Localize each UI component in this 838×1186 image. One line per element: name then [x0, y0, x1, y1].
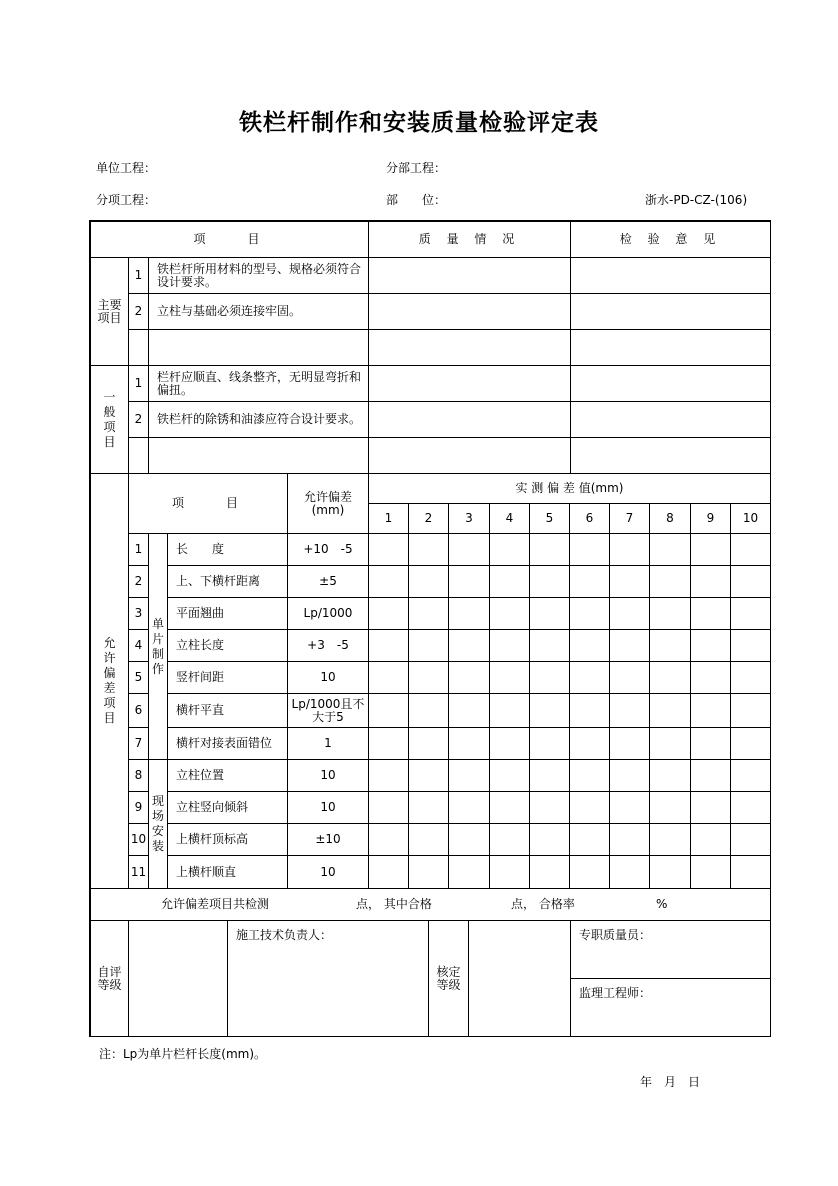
measured-value-cell[interactable]: [609, 791, 650, 824]
general-item-text: [148, 401, 369, 438]
group-site-install: [148, 759, 168, 889]
self-grade-label: [90, 920, 129, 1037]
deviation-row-tolerance-text: +3 -5: [307, 638, 349, 652]
header-opinion: [570, 221, 771, 258]
measured-value-cell[interactable]: [609, 533, 650, 566]
measured-value-cell[interactable]: [368, 533, 409, 566]
self-grade-value[interactable]: [128, 920, 228, 1037]
deviation-row-tolerance: [287, 855, 369, 889]
measured-value-cell[interactable]: [690, 661, 731, 694]
deviation-row-name: [167, 565, 288, 598]
deviation-row-tolerance: [287, 791, 369, 824]
measured-value-cell[interactable]: [730, 533, 771, 566]
deviation-row-tolerance: [287, 661, 369, 694]
measured-value-cell[interactable]: [368, 565, 409, 598]
deviation-row-name: [167, 533, 288, 566]
measured-value-cell[interactable]: [690, 597, 731, 630]
deviation-row-number: [128, 565, 149, 598]
measured-value-cell[interactable]: [408, 759, 449, 792]
main-item-number: [128, 329, 149, 366]
general-item-text-text: 栏杆应顺直、线条整齐，无明显弯折和偏扭。: [157, 369, 362, 397]
deviation-row-number: [128, 823, 149, 856]
general-item-quality-cell[interactable]: [368, 437, 571, 474]
measured-value-cell[interactable]: [489, 759, 530, 792]
general-item-text: [148, 365, 369, 402]
deviation-row-number-text: 4: [134, 638, 143, 652]
measured-column-4-text: 4: [505, 511, 514, 525]
deviation-row-tolerance-text: +10 -5: [303, 542, 353, 556]
general-item-text-text: 铁栏杆的除锈和油漆应符合设计要求。: [157, 412, 362, 426]
measured-value-cell[interactable]: [489, 855, 530, 889]
main-item-opinion-cell[interactable]: [570, 329, 771, 366]
deviation-row-tolerance: [287, 823, 369, 856]
measured-value-cell[interactable]: [609, 565, 650, 598]
measured-value-cell[interactable]: [690, 759, 731, 792]
general-item-number: [128, 365, 149, 402]
deviation-row-name-text: 横杆对接表面错位: [176, 736, 273, 750]
measured-column-2-text: 2: [424, 511, 433, 525]
measured-header: [368, 473, 771, 504]
deviation-row-name-text: 立柱位置: [176, 768, 225, 782]
deviation-row-number-text: 10: [130, 832, 147, 846]
measured-value-cell[interactable]: [368, 823, 409, 856]
deviation-row-number: [128, 661, 149, 694]
measured-value-cell[interactable]: [489, 597, 530, 630]
deviation-row-tolerance-text: Lp/1000: [303, 606, 353, 620]
header-quality: [368, 221, 571, 258]
deviation-row-tolerance-text: 1: [324, 736, 332, 750]
measured-column-3-text: 3: [465, 511, 473, 525]
deviation-row-number-text: 11: [130, 864, 147, 879]
measured-value-cell[interactable]: [368, 661, 409, 694]
measured-value-cell[interactable]: [730, 855, 771, 889]
self-grade-label-text: 自评等级: [97, 964, 122, 992]
deviation-row-tolerance-text: 10: [320, 864, 336, 879]
deviation-row-number: [128, 629, 149, 662]
measured-value-cell[interactable]: [448, 791, 490, 824]
summary-row: [90, 888, 771, 921]
footnote: 注：Lp为单片栏杆长度(mm)。: [99, 1047, 267, 1061]
verified-grade-label-text: 核定等级: [436, 964, 461, 992]
measured-value-cell[interactable]: [730, 661, 771, 694]
measured-value-cell[interactable]: [569, 661, 610, 694]
measured-value-cell[interactable]: [529, 597, 570, 630]
deviation-row-tolerance: [287, 693, 369, 728]
deviation-row-tolerance: [287, 759, 369, 792]
deviation-row-name-text: 上横杆顶标高: [176, 832, 249, 846]
measured-value-cell[interactable]: [529, 791, 570, 824]
group-prefab-text: 单片制作: [151, 616, 164, 676]
deviation-row-name-text: 立柱竖向倾斜: [176, 800, 249, 814]
measured-value-cell[interactable]: [448, 661, 490, 694]
measured-value-cell[interactable]: [690, 533, 731, 566]
main-group-label-text: 主要项目: [97, 297, 122, 325]
deviation-tolerance-header-text: 允许偏差(mm): [303, 489, 352, 517]
measured-value-cell[interactable]: [529, 759, 570, 792]
deviation-row-number-text: 7: [134, 736, 143, 750]
general-item-quality-cell[interactable]: [368, 365, 571, 402]
measured-value-cell[interactable]: [609, 693, 650, 728]
summary-part1: 允许偏差项目共检测: [161, 897, 270, 911]
measured-value-cell[interactable]: [609, 855, 650, 889]
measured-value-cell[interactable]: [569, 759, 610, 792]
deviation-row-number-text: 2: [134, 574, 143, 588]
measured-value-cell[interactable]: [529, 661, 570, 694]
measured-value-cell[interactable]: [730, 565, 771, 598]
measured-value-cell[interactable]: [489, 629, 530, 662]
summary-part3: 点， 合格率: [511, 897, 575, 911]
deviation-row-tolerance: [287, 533, 369, 566]
supervisor-signature-text: 监理工程师：: [579, 986, 652, 1000]
measured-value-cell[interactable]: [569, 597, 610, 630]
general-item-quality-cell[interactable]: [368, 401, 571, 438]
general-item-opinion-cell[interactable]: [570, 401, 771, 438]
measured-value-cell[interactable]: [690, 791, 731, 824]
form-title: 铁栏杆制作和安装质量检验评定表: [239, 110, 599, 136]
summary-part2: 点， 其中合格: [356, 897, 432, 911]
measured-value-cell[interactable]: [489, 823, 530, 856]
measured-value-cell[interactable]: [448, 629, 490, 662]
deviation-row-tolerance: [287, 629, 369, 662]
measured-value-cell[interactable]: [569, 533, 610, 566]
quality-officer-signature[interactable]: [570, 920, 771, 979]
general-item-number: [128, 401, 149, 438]
main-item-quality-cell[interactable]: [368, 293, 571, 330]
quality-officer-signature-text: 专职质量员：: [579, 928, 652, 942]
deviation-row-number-text: 5: [134, 670, 143, 684]
main-item-text-text: 立柱与基础必须连接牢固。: [157, 304, 302, 318]
measured-value-cell[interactable]: [690, 855, 731, 889]
group-site-install-text: 现场安装: [151, 794, 164, 853]
measured-value-cell[interactable]: [690, 629, 731, 662]
date-line: 年 月 日: [640, 1075, 701, 1089]
main-group-label: [90, 257, 129, 366]
deviation-row-tolerance-text: 10: [320, 768, 336, 782]
deviation-row-number-text: 3: [134, 606, 143, 620]
measured-column-9-text: 9: [706, 511, 715, 525]
measured-value-cell[interactable]: [529, 855, 570, 889]
measured-value-cell[interactable]: [569, 823, 610, 856]
deviation-item-header: [128, 473, 288, 534]
measured-value-cell[interactable]: [448, 693, 490, 728]
measured-value-cell[interactable]: [408, 661, 449, 694]
measured-value-cell[interactable]: [368, 855, 409, 889]
general-group-label-text: 一般项目: [103, 389, 116, 449]
main-item-text: [148, 257, 369, 294]
deviation-row-name-text: 立柱长度: [176, 638, 225, 652]
division-project-label: 分部工程：: [386, 161, 447, 175]
deviation-row-tolerance-text: ±5: [319, 574, 337, 588]
form-code: 浙水-PD-CZ-(106): [645, 193, 748, 207]
measured-value-cell[interactable]: [368, 693, 409, 728]
measured-value-cell[interactable]: [408, 693, 449, 728]
main-item-quality-cell[interactable]: [368, 257, 571, 294]
measured-column-7: [609, 503, 650, 534]
measured-value-cell[interactable]: [690, 693, 731, 728]
measured-value-cell[interactable]: [489, 661, 530, 694]
main-item-text: [148, 293, 369, 330]
measured-value-cell[interactable]: [529, 727, 570, 760]
measured-value-cell[interactable]: [609, 661, 650, 694]
deviation-row-number-text: 8: [134, 768, 143, 782]
measured-value-cell[interactable]: [569, 855, 610, 889]
measured-header-text: 实 测 偏 差 值(mm): [515, 481, 624, 495]
measured-value-cell[interactable]: [690, 727, 731, 760]
measured-value-cell[interactable]: [609, 727, 650, 760]
main-item-number-text: 2: [134, 304, 143, 318]
general-item-number: [128, 437, 149, 474]
measured-value-cell[interactable]: [489, 693, 530, 728]
header-item-text: 项 目: [193, 232, 266, 246]
main-item-text: [148, 329, 369, 366]
measured-value-cell[interactable]: [408, 791, 449, 824]
measured-value-cell[interactable]: [569, 693, 610, 728]
measured-column-3: [448, 503, 490, 534]
deviation-row-name-text: 长 度: [176, 542, 225, 556]
main-item-opinion-cell[interactable]: [570, 257, 771, 294]
measured-value-cell[interactable]: [649, 533, 691, 566]
measured-value-cell[interactable]: [408, 533, 449, 566]
measured-value-cell[interactable]: [649, 759, 691, 792]
deviation-row-number: [128, 693, 149, 728]
deviation-item-header-text: 项 目: [171, 496, 244, 510]
deviation-row-number-text: 1: [134, 542, 143, 556]
measured-value-cell[interactable]: [690, 565, 731, 598]
deviation-row-number: [128, 855, 149, 889]
measured-value-cell[interactable]: [489, 565, 530, 598]
measured-value-cell[interactable]: [408, 855, 449, 889]
measured-column-4: [489, 503, 530, 534]
measured-value-cell[interactable]: [448, 533, 490, 566]
deviation-row-name: [167, 693, 288, 728]
general-item-number-text: 2: [134, 412, 143, 426]
measured-value-cell[interactable]: [569, 727, 610, 760]
measured-value-cell[interactable]: [649, 597, 691, 630]
deviation-group-label: [90, 473, 129, 889]
measured-value-cell[interactable]: [569, 565, 610, 598]
deviation-row-tolerance-text: 10: [320, 800, 336, 814]
main-item-number-text: 1: [134, 268, 143, 282]
main-item-number: [128, 293, 149, 330]
deviation-row-number-text: 6: [134, 703, 143, 717]
measured-value-cell[interactable]: [569, 791, 610, 824]
measured-value-cell[interactable]: [368, 727, 409, 760]
measured-value-cell[interactable]: [448, 823, 490, 856]
measured-column-6-text: 6: [585, 511, 594, 525]
measured-value-cell[interactable]: [649, 565, 691, 598]
measured-column-10-text: 10: [742, 511, 759, 525]
measured-column-6: [569, 503, 610, 534]
deviation-row-number: [128, 727, 149, 760]
deviation-row-name-text: 平面翘曲: [176, 606, 225, 620]
deviation-row-tolerance-text: 10: [320, 670, 336, 684]
measured-column-9: [690, 503, 731, 534]
measured-value-cell[interactable]: [448, 597, 490, 630]
tech-lead-signature-text: 施工技术负责人：: [236, 928, 333, 942]
measured-value-cell[interactable]: [448, 855, 490, 889]
measured-column-8-text: 8: [666, 511, 674, 525]
measured-value-cell[interactable]: [569, 629, 610, 662]
general-item-opinion-cell[interactable]: [570, 437, 771, 474]
deviation-row-number: [128, 597, 149, 630]
measured-value-cell[interactable]: [529, 533, 570, 566]
general-item-number-text: 1: [134, 376, 143, 390]
summary-part4: %: [656, 897, 668, 911]
measured-value-cell[interactable]: [649, 791, 691, 824]
measured-column-5-text: 5: [545, 511, 554, 525]
measured-value-cell[interactable]: [529, 629, 570, 662]
measured-column-1: [368, 503, 409, 534]
measured-value-cell[interactable]: [408, 823, 449, 856]
deviation-row-name: [167, 759, 288, 792]
measured-column-7-text: 7: [625, 511, 634, 525]
deviation-row-name: [167, 629, 288, 662]
deviation-row-name: [167, 823, 288, 856]
tech-lead-signature[interactable]: [227, 920, 429, 1037]
deviation-row-name: [167, 855, 288, 889]
main-item-opinion-cell[interactable]: [570, 293, 771, 330]
general-item-text: [148, 437, 369, 474]
measured-value-cell[interactable]: [408, 597, 449, 630]
measured-value-cell[interactable]: [448, 759, 490, 792]
main-item-quality-cell[interactable]: [368, 329, 571, 366]
measured-value-cell[interactable]: [529, 823, 570, 856]
deviation-row-name-text: 横杆平直: [176, 703, 225, 717]
measured-value-cell[interactable]: [730, 759, 771, 792]
measured-value-cell[interactable]: [609, 597, 650, 630]
verified-grade-label: [428, 920, 469, 1037]
measured-value-cell[interactable]: [368, 597, 409, 630]
measured-column-1-text: 1: [384, 511, 393, 525]
measured-value-cell[interactable]: [529, 565, 570, 598]
supervisor-signature[interactable]: [570, 978, 771, 1037]
sub-project-label: 分项工程：: [96, 193, 157, 207]
deviation-row-name-text: 上、下横杆距离: [176, 574, 261, 588]
measured-column-2: [408, 503, 449, 534]
header-opinion-text: 检 验 意 见: [619, 232, 722, 246]
measured-value-cell[interactable]: [489, 791, 530, 824]
main-item-number: [128, 257, 149, 294]
measured-value-cell[interactable]: [368, 759, 409, 792]
measured-value-cell[interactable]: [368, 629, 409, 662]
measured-value-cell[interactable]: [408, 565, 449, 598]
deviation-row-name-text: 竖杆间距: [176, 670, 225, 684]
measured-value-cell[interactable]: [489, 727, 530, 760]
deviation-row-name: [167, 661, 288, 694]
verified-grade-value[interactable]: [468, 920, 571, 1037]
group-prefab: [148, 533, 168, 760]
deviation-row-tolerance-text: Lp/1000且不大于5: [291, 696, 365, 724]
deviation-row-tolerance: [287, 597, 369, 630]
location-label: 部 位：: [386, 193, 447, 207]
measured-value-cell[interactable]: [649, 629, 691, 662]
measured-value-cell[interactable]: [408, 629, 449, 662]
deviation-group-label-text: 允许偏差项目: [103, 636, 116, 725]
measured-value-cell[interactable]: [448, 727, 490, 760]
measured-value-cell[interactable]: [649, 855, 691, 889]
general-item-opinion-cell[interactable]: [570, 365, 771, 402]
deviation-row-tolerance: [287, 565, 369, 598]
deviation-row-number: [128, 759, 149, 792]
header-quality-text: 质 量 情 况: [418, 232, 521, 246]
measured-value-cell[interactable]: [408, 727, 449, 760]
deviation-tolerance-header: [287, 473, 369, 534]
deviation-row-tolerance-text: ±10: [315, 832, 341, 846]
measured-value-cell[interactable]: [368, 791, 409, 824]
measured-column-8: [649, 503, 691, 534]
unit-project-label: 单位工程：: [96, 161, 157, 175]
measured-value-cell[interactable]: [489, 533, 530, 566]
measured-value-cell[interactable]: [609, 759, 650, 792]
measured-value-cell[interactable]: [730, 597, 771, 630]
deviation-row-name: [167, 791, 288, 824]
measured-value-cell[interactable]: [649, 823, 691, 856]
measured-value-cell[interactable]: [609, 629, 650, 662]
measured-value-cell[interactable]: [649, 693, 691, 728]
measured-column-5: [529, 503, 570, 534]
deviation-row-name: [167, 597, 288, 630]
deviation-row-name-text: 上横杆顺直: [176, 864, 237, 879]
measured-value-cell[interactable]: [448, 565, 490, 598]
measured-value-cell[interactable]: [529, 693, 570, 728]
measured-value-cell[interactable]: [609, 823, 650, 856]
deviation-row-number: [128, 533, 149, 566]
deviation-row-number: [128, 791, 149, 824]
measured-value-cell[interactable]: [730, 727, 771, 760]
measured-value-cell[interactable]: [730, 791, 771, 824]
main-item-text-text: 铁栏杆所用材料的型号、规格必须符合设计要求。: [157, 261, 362, 289]
deviation-row-tolerance: [287, 727, 369, 760]
measured-value-cell[interactable]: [649, 727, 691, 760]
measured-column-10: [730, 503, 771, 534]
deviation-row-number-text: 9: [134, 800, 143, 814]
measured-value-cell[interactable]: [730, 629, 771, 662]
header-item: [90, 221, 369, 258]
measured-value-cell[interactable]: [730, 693, 771, 728]
deviation-row-name: [167, 727, 288, 760]
measured-value-cell[interactable]: [649, 661, 691, 694]
general-group-label: [90, 365, 129, 474]
measured-value-cell[interactable]: [730, 823, 771, 856]
measured-value-cell[interactable]: [690, 823, 731, 856]
